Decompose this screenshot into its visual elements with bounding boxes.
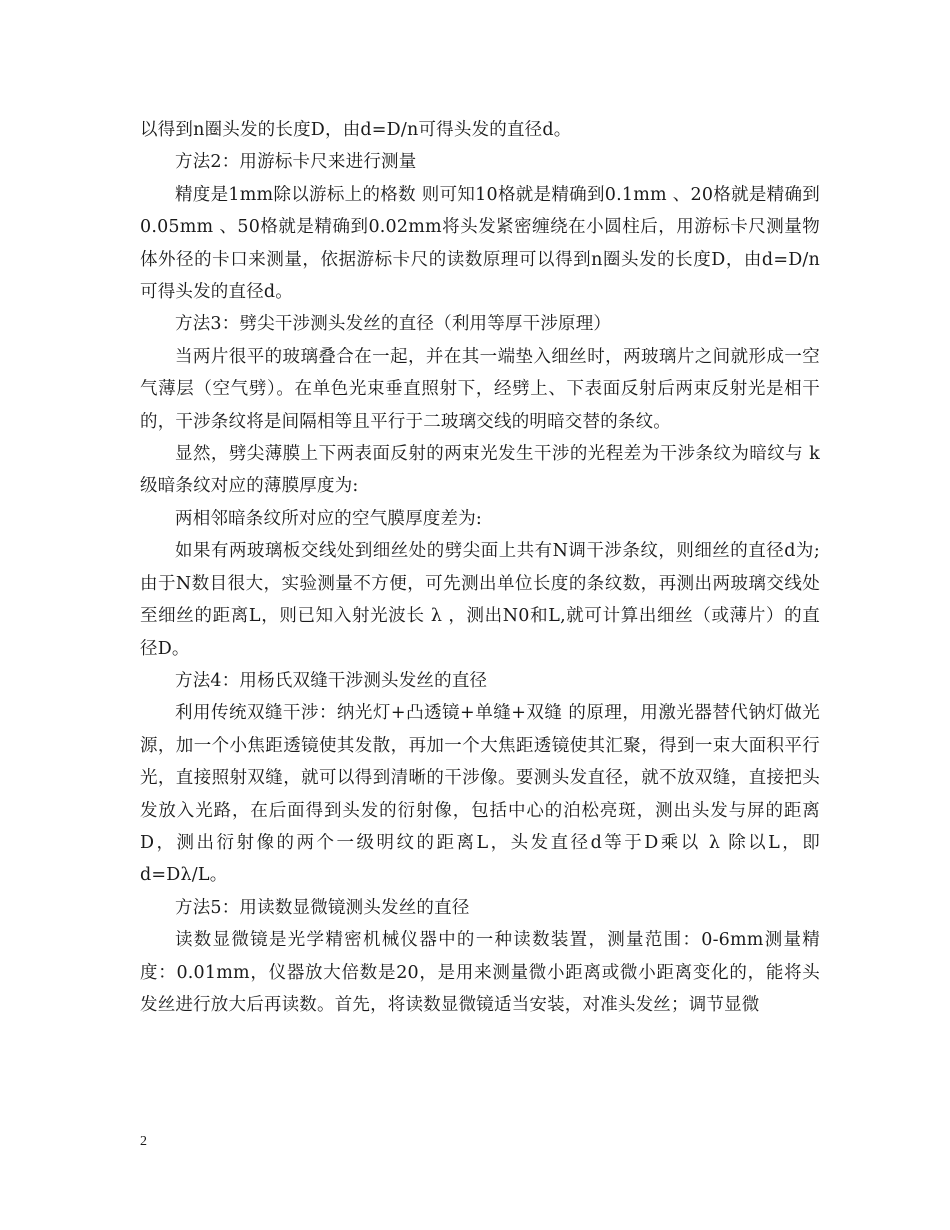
paragraph-continuation: 以得到n圈头发的长度D，由d=D/n可得头发的直径d。 xyxy=(140,120,572,140)
paragraph-vernier-caliper: 精度是1mm除以游标上的格数 则可知10格就是精确到0.1mm 、20格就是精确到0.05mm 、50格就是精确到0.02mm将头发紧密缠绕在小圆柱后，用游标卡尺测量物体外径的卡口来测量，依据游标卡尺的读数原理可以得到n圈头发的长度D，由d=D/n可得头发的直径d。 xyxy=(140,184,820,303)
page-number: 2 xyxy=(140,1134,147,1149)
heading-method-3: 方法3：劈尖干涉测头发丝的直径（利用等厚干涉原理） xyxy=(175,314,612,335)
heading-method-4: 方法4：用杨氏双缝干涉测头发丝的直径 xyxy=(175,670,488,691)
paragraph-double-slit: 利用传统双缝干涉：纳光灯+凸透镜+单缝+双缝 的原理，用激光器替代钠灯做光源，加一个小焦距透镜使其发散，再加一个大焦距透镜使其汇聚，得到一束大面积平行光，直接照射双缝，就可以得到清晰的干涉像。要测头发直径，就不放双缝，直接把头发放入光路，在后面得到头发的衍射像，包括中心的泊松亮斑，测出头发与屏的距离D，测出衍射像的两个一级明纹的距离L，头发直径d等于D乘以 λ 除以L，即d=Dλ/L。 xyxy=(140,703,820,886)
paragraph-wedge-interference: 当两片很平的玻璃叠合在一起，并在其一端垫入细丝时，两玻璃片之间就形成一空气薄层（空气劈）。在单色光束垂直照射下，经劈上、下表面反射后两束反射光是相干的，干涉条纹将是间隔相等且平行于二玻璃交线的明暗交替的条纹。 xyxy=(140,346,820,432)
document-body xyxy=(140,114,820,1021)
paragraph-thickness-difference: 两相邻暗条纹所对应的空气膜厚度差为: xyxy=(175,508,482,529)
paragraph-optical-path: 显然，劈尖薄膜上下两表面反射的两束光发生干涉的光程差为干涉条纹为暗纹与 k 级暗条纹对应的薄膜厚度为: xyxy=(140,444,820,497)
heading-method-5: 方法5：用读数显微镜测头发丝的直径 xyxy=(175,897,470,918)
heading-method-2: 方法2：用游标卡尺来进行测量 xyxy=(175,152,417,173)
paragraph-fringe-count: 如果有两玻璃板交线处到细丝处的劈尖面上共有N调干涉条纹，则细丝的直径d为;由于N数目很大，实验测量不方便，可先测出单位长度的条纹数，再测出两玻璃交线处至细丝的距离L，则已知入射光波长 λ ，测出N0和L,就可计算出细丝（或薄片）的直径D。 xyxy=(140,541,820,659)
paragraph-microscope: 读数显微镜是光学精密机械仪器中的一种读数装置，测量范围：0-6mm测量精度：0.01mm，仪器放大倍数是20，是用来测量微小距离或微小距离变化的，能将头发丝进行放大后再读数。首先，将读数显微镜适当安装，对准头发丝；调节显微 xyxy=(140,930,820,1015)
